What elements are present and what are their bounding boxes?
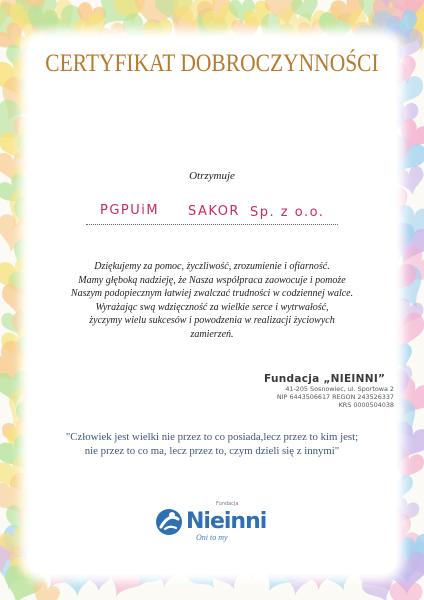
- quote: [40, 430, 384, 458]
- foundation-krs: KRS 0000504038: [338, 401, 394, 409]
- certificate-title: CERTYFIKAT DOBROCZYNNOŚCI: [45, 50, 379, 77]
- thank-you-text: [56, 260, 368, 342]
- body-line: Dziękujemy za pomoc, życzliwość, zrozumienie i ofiarność.: [94, 261, 330, 272]
- foundation-stamp: [244, 373, 394, 409]
- foundation-name: Fundacja „NIEINNI”: [264, 373, 386, 385]
- body-line: Mamy głęboką nadzieję, że Nasza współpraca zaowocuje i pomoże: [78, 274, 346, 286]
- recipient-name-part: Sp. z o.o.: [250, 205, 325, 220]
- nieinni-logo: [152, 501, 282, 551]
- logo-figure-icon: [152, 507, 186, 537]
- logo-slogan: Oni to my: [196, 533, 228, 542]
- recipient-name-part: SAKOR: [188, 204, 240, 219]
- body-line: zamierzeń.: [190, 328, 234, 340]
- quote-line: "Człowiek jest wielki nie przez to co posiada,lecz przez to kim jest;: [65, 431, 359, 443]
- body-line: Naszym podopiecznym łatwiej zwalczać trudności w codziennej walce.: [70, 288, 354, 300]
- recipient-label: Otrzymuje: [189, 170, 235, 182]
- foundation-address: 41-205 Sosnowiec, ul. Sportowa 2: [285, 385, 394, 393]
- foundation-nip-regon: NIP 6443506617 REGON 243526337: [276, 393, 394, 401]
- recipient-dotted-line: [86, 223, 338, 225]
- logo-brand: Nieinni: [186, 509, 267, 534]
- quote-line: nie przez to co ma, lecz przez to, czym dzieli się z innymi": [84, 445, 340, 457]
- recipient-name-part: PGPUiM: [100, 203, 160, 218]
- logo-subtitle: Fundacja: [216, 501, 239, 507]
- body-line: życzymy wielu sukcesów i powodzenia w realizacji życiowych: [89, 315, 335, 327]
- body-line: Wyrażając swą wdzięczność za wielkie serce i wytrwałość,: [95, 301, 329, 313]
